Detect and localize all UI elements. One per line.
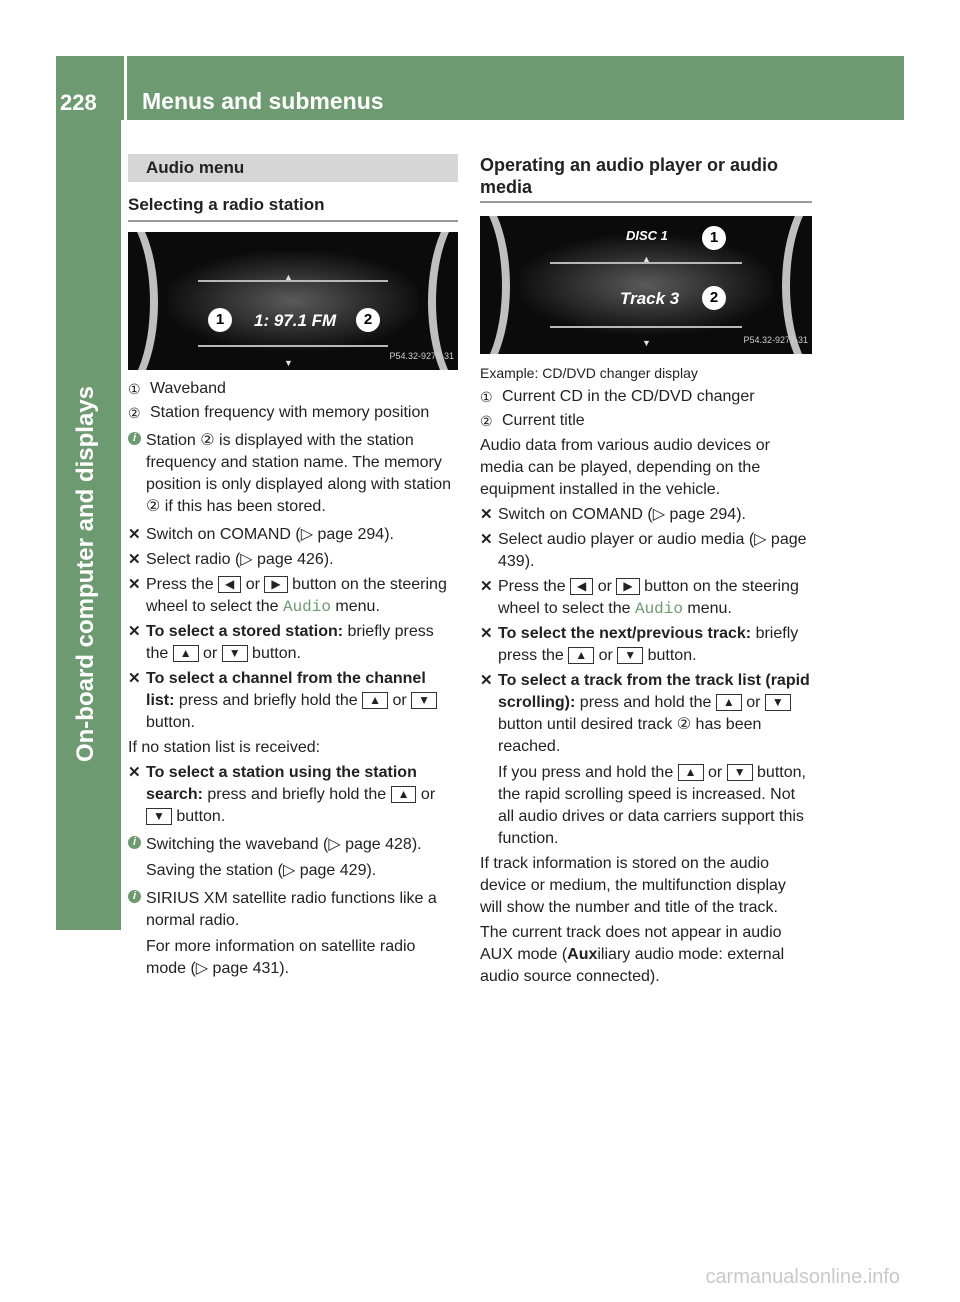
up-arrow-icon: ▲ xyxy=(284,272,293,282)
down-button-icon: ▼ xyxy=(411,692,437,709)
step: ✕ Switch on COMAND (▷ page 294). xyxy=(480,504,812,526)
legend-item: ① Current CD in the CD/DVD changer xyxy=(480,388,755,405)
legend-item: ① Waveband xyxy=(128,380,226,397)
track-display-text: Track 3 xyxy=(620,289,680,308)
step: ✕ To select a stored station: briefly press the ▲ or ▼ button. xyxy=(128,623,434,662)
page-number: 228 xyxy=(60,90,97,115)
right-button-icon: ▶ xyxy=(616,578,639,595)
figure-code: P54.32-9277-31 xyxy=(743,335,808,345)
up-button-icon: ▲ xyxy=(568,647,594,664)
down-arrow-icon: ▼ xyxy=(284,358,293,368)
step-marker-icon: ✕ xyxy=(480,531,493,548)
step: ✕ To select the next/previous track: briefly press the ▲ or ▼ button. xyxy=(480,625,799,664)
down-button-icon: ▼ xyxy=(765,694,791,711)
up-button-icon: ▲ xyxy=(391,786,417,803)
step: ✕ To select a track from the track list (rapid scrolling): press and hold the ▲ or ▼ button until desired track ② has been reached. If you press and hold the ▲ or ▼ button, the rapid scrolling speed is increased. Not all audio drives or data carriers support this function. xyxy=(480,672,810,847)
step: ✕ Select radio (▷ page 426). xyxy=(128,549,458,571)
step: ✕ Press the ◀ or ▶ button on the steering wheel to select the Audio menu. xyxy=(128,576,447,616)
down-arrow-icon: ▼ xyxy=(642,338,651,348)
paragraph: The current track does not appear in audio AUX mode (Auxiliary audio mode: external audio source connected). xyxy=(480,924,785,985)
info-icon: i xyxy=(128,836,141,849)
gauge-left xyxy=(128,232,158,370)
step-marker-icon: ✕ xyxy=(128,623,141,640)
figure-code: P54.32-9276-31 xyxy=(389,351,454,361)
step: ✕ To select a station using the station search: press and briefly hold the ▲ or ▼ button. xyxy=(128,764,436,825)
up-arrow-icon: ▲ xyxy=(642,254,651,264)
right-column xyxy=(480,154,812,991)
radio-display-text: 1: 97.1 FM xyxy=(254,311,337,330)
callout-2: 2 xyxy=(702,286,726,310)
info-note: i SIRIUS XM satellite radio functions like a normal radio. For more information on satellite radio mode (▷ page 431). xyxy=(128,888,458,980)
watermark: carmanualsonline.info xyxy=(705,1266,900,1288)
callout-1: 1 xyxy=(702,226,726,250)
section-heading: Selecting a radio station xyxy=(128,182,458,222)
left-button-icon: ◀ xyxy=(218,576,241,593)
left-button-icon: ◀ xyxy=(570,578,593,595)
step: ✕ Select audio player or audio media (▷ page 439). xyxy=(480,531,807,570)
step: ✕ Switch on COMAND (▷ page 294). xyxy=(128,524,458,546)
step-marker-icon: ✕ xyxy=(128,764,141,781)
step: ✕ To select a channel from the channel list: press and briefly hold the ▲ or ▼ button. xyxy=(128,668,458,734)
right-button-icon: ▶ xyxy=(264,576,287,593)
step-marker-icon: ✕ xyxy=(128,526,141,543)
up-button-icon: ▲ xyxy=(173,645,199,662)
step-marker-icon: ✕ xyxy=(128,551,141,568)
info-icon: i xyxy=(128,890,141,903)
callout-2: 2 xyxy=(356,308,380,332)
down-button-icon: ▼ xyxy=(617,647,643,664)
figure-caption: Example: CD/DVD changer display xyxy=(480,365,698,381)
paragraph: If no station list is received: xyxy=(128,739,321,756)
up-button-icon: ▲ xyxy=(716,694,742,711)
step: ✕ Press the ◀ or ▶ button on the steering wheel to select the Audio menu. xyxy=(480,578,799,618)
info-note: i Switching the waveband (▷ page 428). Saving the station (▷ page 429). xyxy=(128,834,458,882)
cd-display-photo xyxy=(480,216,812,354)
down-button-icon: ▼ xyxy=(727,764,753,781)
section-heading: Operating an audio player or audio media xyxy=(480,154,812,203)
info-icon: i xyxy=(128,432,141,445)
section-bar: Audio menu xyxy=(128,154,458,182)
legend-item: ② Station frequency with memory position xyxy=(128,404,430,421)
step-marker-icon: ✕ xyxy=(128,576,141,593)
step-marker-icon: ✕ xyxy=(480,625,493,642)
up-button-icon: ▲ xyxy=(678,764,704,781)
up-button-icon: ▲ xyxy=(362,692,388,709)
gauge-left xyxy=(480,216,510,354)
info-note: i Station ② is displayed with the station frequency and station name. The memory position is only displayed along with station ② if this has been stored. xyxy=(128,430,458,518)
step-marker-icon: ✕ xyxy=(480,672,493,689)
step-marker-icon: ✕ xyxy=(480,578,493,595)
legend-item: ② Current title xyxy=(480,412,585,429)
callout-1: 1 xyxy=(208,308,232,332)
down-button-icon: ▼ xyxy=(222,645,248,662)
disc-display-text: DISC 1 xyxy=(626,228,668,243)
paragraph: Audio data from various audio devices or media can be played, depending on the equipment installed in the vehicle. xyxy=(480,437,770,498)
step-marker-icon: ✕ xyxy=(480,506,493,523)
side-tab-label: On-board computer and displays xyxy=(72,385,99,763)
page-title: Menus and submenus xyxy=(142,88,384,114)
header-divider xyxy=(124,56,127,120)
radio-display-photo xyxy=(128,232,458,370)
step-marker-icon: ✕ xyxy=(128,670,141,687)
paragraph: If track information is stored on the audio device or medium, the multifunction display will show the number and title of the track. xyxy=(480,855,786,916)
left-column xyxy=(128,154,458,986)
down-button-icon: ▼ xyxy=(146,808,172,825)
